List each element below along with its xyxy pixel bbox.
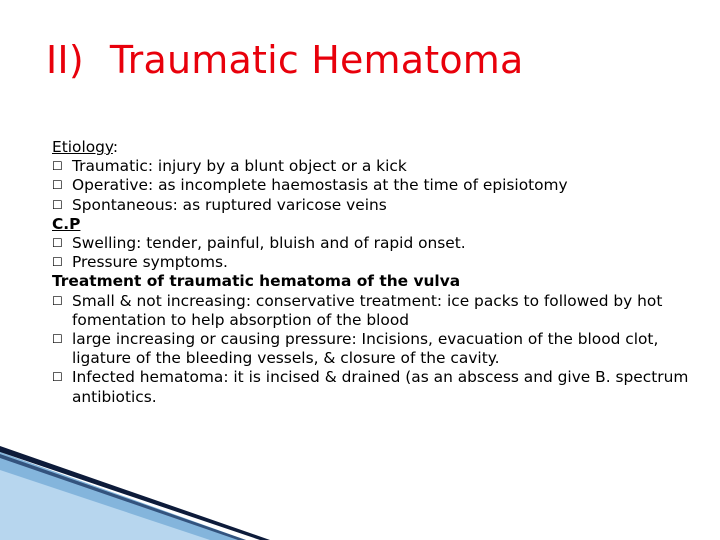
checkbox-bullet-icon: ☐ xyxy=(52,293,63,308)
etiology-heading: Etiology: xyxy=(52,138,119,156)
list-item: ☐ Small & not increasing: conservative treatment: ice packs to followed by hot fomentation to help absorption of the blood xyxy=(52,291,663,329)
list-item: ☐ Traumatic: injury by a blunt object or a kick xyxy=(52,157,407,176)
list-item: ☐ Infected hematoma: it is incised & drained (as an abscess and give B. spectrum antibiotics. xyxy=(52,368,689,406)
checkbox-bullet-icon: ☐ xyxy=(52,159,63,174)
checkbox-bullet-icon: ☐ xyxy=(52,236,63,251)
list-item: ☐ large increasing or causing pressure: Incisions, evacuation of the blood clot, ligature of the bleeding vessels, & closure of the cavity. xyxy=(52,330,659,368)
checkbox-bullet-icon: ☐ xyxy=(52,332,63,347)
list-item: ☐ Operative: as incomplete haemostasis at the time of episiotomy xyxy=(52,176,568,195)
swoosh-light-band xyxy=(0,470,210,540)
checkbox-bullet-icon: ☐ xyxy=(52,370,63,385)
treatment-heading: Treatment of traumatic hematoma of the vulva xyxy=(52,272,461,291)
checkbox-bullet-icon: ☐ xyxy=(52,178,63,193)
cp-heading: C.P xyxy=(52,214,81,233)
list-item: ☐ Pressure symptoms. xyxy=(52,253,228,272)
list-item: ☐ Swelling: tender, painful, bluish and of rapid onset. xyxy=(52,234,466,253)
checkbox-bullet-icon: ☐ xyxy=(52,255,63,270)
list-item: ☐ Spontaneous: as ruptured varicose veins xyxy=(52,195,387,214)
checkbox-bullet-icon: ☐ xyxy=(52,197,63,212)
title-number: II) xyxy=(46,38,84,82)
title-text: Traumatic Hematoma xyxy=(109,38,524,82)
